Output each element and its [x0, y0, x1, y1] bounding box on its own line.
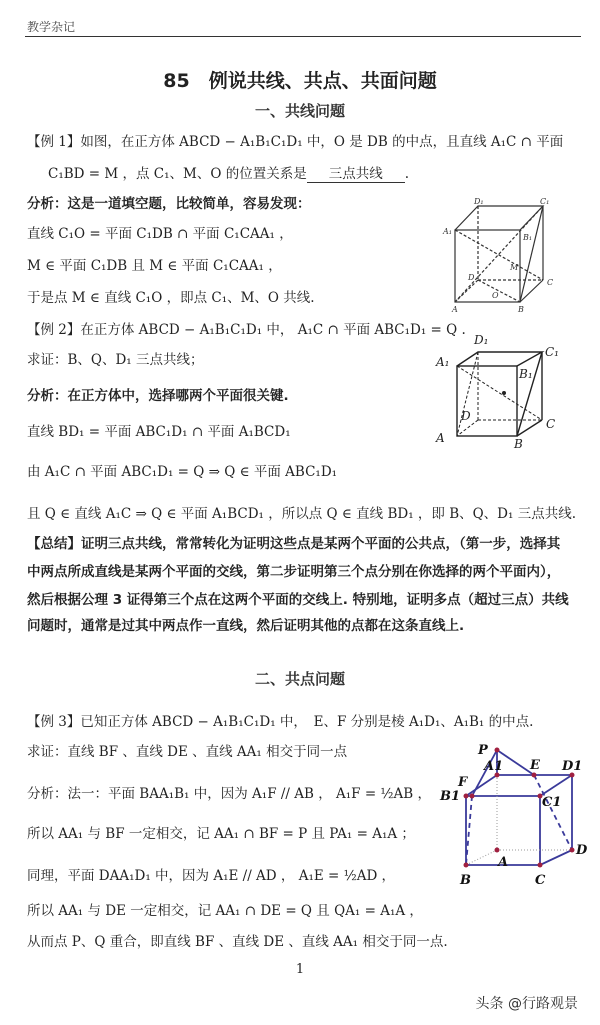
vertex-label: B — [518, 305, 524, 314]
summary-line: 【总结】证明三点共线，常常转化为证明这些点是某两个平面的公共点，（第一步，选择其 — [27, 536, 561, 552]
example3-text: 【例 3】已知正方体 ABCD − A₁B₁C₁D₁ 中， E、F 分别是棱 A₁D₁、A₁B₁ 的中点. — [27, 714, 534, 730]
vertex-label: A₁ — [443, 227, 452, 236]
analysis-line: M ∈ 平面 C₁DB 且 M ∈ 平面 C₁CAA₁ ， — [27, 258, 282, 274]
section-heading-collinear: 一、共线问题 — [254, 102, 345, 120]
analysis-line: 同理，平面 DAA₁D₁ 中，因为 A₁E // AD ， A₁E = ½AD ， — [27, 868, 396, 884]
vertex-label: C₁ — [545, 345, 559, 359]
example1-period: . — [404, 166, 410, 182]
vertex-label: B1 — [440, 789, 461, 804]
example1-text-cont — [48, 162, 409, 183]
vertex-label: M — [510, 263, 519, 272]
watermark: 头条 @行路观景 — [475, 996, 578, 1012]
vertex-label: A — [452, 305, 458, 314]
page-number: 1 — [295, 962, 305, 977]
cube-figure-2 — [430, 330, 590, 450]
analysis-line: 直线 C₁O = 平面 C₁DB ∩ 平面 C₁CAA₁ ， — [27, 226, 293, 242]
cube-figure-1 — [430, 198, 570, 316]
analysis-line: 从而点 P、Q 重合，即直线 BF 、直线 DE 、直线 AA₁ 相交于同一点. — [27, 934, 448, 950]
summary-line: 中两点所成直线是某两个平面的交线，第二步证明第三个点分别在你选择的两个平面内）， — [27, 564, 561, 580]
vertex-label: C1 — [542, 795, 562, 810]
vertex-label: F — [458, 775, 468, 790]
vertex-label: P — [478, 743, 488, 758]
vertex-label: E — [530, 758, 540, 773]
vertex-label: A1 — [484, 759, 504, 774]
vertex-label: C — [547, 278, 554, 287]
running-header: 教学杂记 — [27, 20, 76, 34]
example3-prove: 求证：直线 BF 、直线 DE 、直线 AA₁ 相交于同一点 — [27, 744, 348, 760]
vertex-label: C — [535, 873, 546, 888]
example1-text: 【例 1】如图，在正方体 ABCD − A₁B₁C₁D₁ 中，O 是 DB 的中点，且直线 A₁C ∩ 平面 — [27, 134, 564, 150]
analysis-line: 所以 AA₁ 与 BF 一定相交，记 AA₁ ∩ BF = P 且 PA₁ = A₁A ； — [27, 826, 415, 842]
summary-line: 问题时，通常是过其中两点作一直线，然后证明其他的点都在这条直线上. — [27, 618, 465, 634]
cube-figure-3 — [438, 740, 598, 915]
vertex-label: D — [576, 843, 588, 858]
vertex-label: B₁ — [523, 233, 533, 242]
analysis-line: 且 Q ∈ 直线 A₁C ⇒ Q ∈ 平面 A₁BCD₁ ，所以点 Q ∈ 直线 BD₁ ，即 B、Q、D₁ 三点共线. — [27, 506, 577, 522]
vertex-label: B₁ — [519, 367, 533, 381]
point-q — [502, 391, 506, 395]
vertex-label: B — [460, 873, 471, 888]
vertex-label: C — [546, 417, 556, 431]
example2-text: 【例 2】在正方体 ABCD − A₁B₁C₁D₁ 中， A₁C ∩ 平面 ABC₁D₁ = Q . — [27, 322, 466, 338]
analysis-line: 直线 BD₁ = 平面 ABC₁D₁ ∩ 平面 A₁BCD₁ — [27, 424, 291, 440]
example1-answer: 三点共线 — [307, 162, 405, 183]
vertex-label: D — [461, 409, 471, 423]
vertex-label: D₁ — [474, 198, 484, 206]
vertex-label: A — [436, 431, 445, 445]
analysis-line: 分析：法一：平面 BAA₁B₁ 中，因为 A₁F // AB ， A₁F = ½AB ， — [27, 786, 431, 802]
example2-prove: 求证：B、Q、D₁ 三点共线； — [27, 352, 204, 368]
summary-line: 然后根据公理 3 证得第三个点在这两个平面的交线上. 特别地，证明多点（超过三点）共线 — [27, 592, 569, 608]
vertex-label: A — [498, 855, 509, 870]
section-heading-concurrent: 二、共点问题 — [254, 670, 345, 688]
vertex-label: D — [468, 273, 475, 282]
analysis-line: 分析：这是一道填空题，比较简单，容易发现： — [27, 196, 311, 212]
vertex-label: O — [492, 291, 499, 300]
vertex-label: D1 — [562, 759, 583, 774]
analysis-line: 于是点 M ∈ 直线 C₁O ，即点 C₁、M、O 共线. — [27, 290, 315, 306]
vertex-label: D₁ — [474, 333, 489, 347]
vertex-label: A₁ — [436, 355, 450, 369]
example1-question: C₁BD = M ，点 C₁、M、O 的位置关系是 — [48, 166, 307, 182]
page-title: 85 例说共线、共点、共面问题 — [163, 70, 437, 92]
header-rule — [25, 36, 581, 37]
analysis-line: 由 A₁C ∩ 平面 ABC₁D₁ = Q ⇒ Q ∈ 平面 ABC₁D₁ — [27, 464, 338, 480]
analysis-line: 所以 AA₁ 与 DE 一定相交，记 AA₁ ∩ DE = Q 且 QA₁ = A₁A ， — [27, 903, 423, 919]
analysis-line: 分析：在正方体中，选择哪两个平面很关键. — [27, 388, 289, 404]
vertex-label: C₁ — [540, 198, 550, 206]
vertex-label: B — [514, 437, 523, 450]
